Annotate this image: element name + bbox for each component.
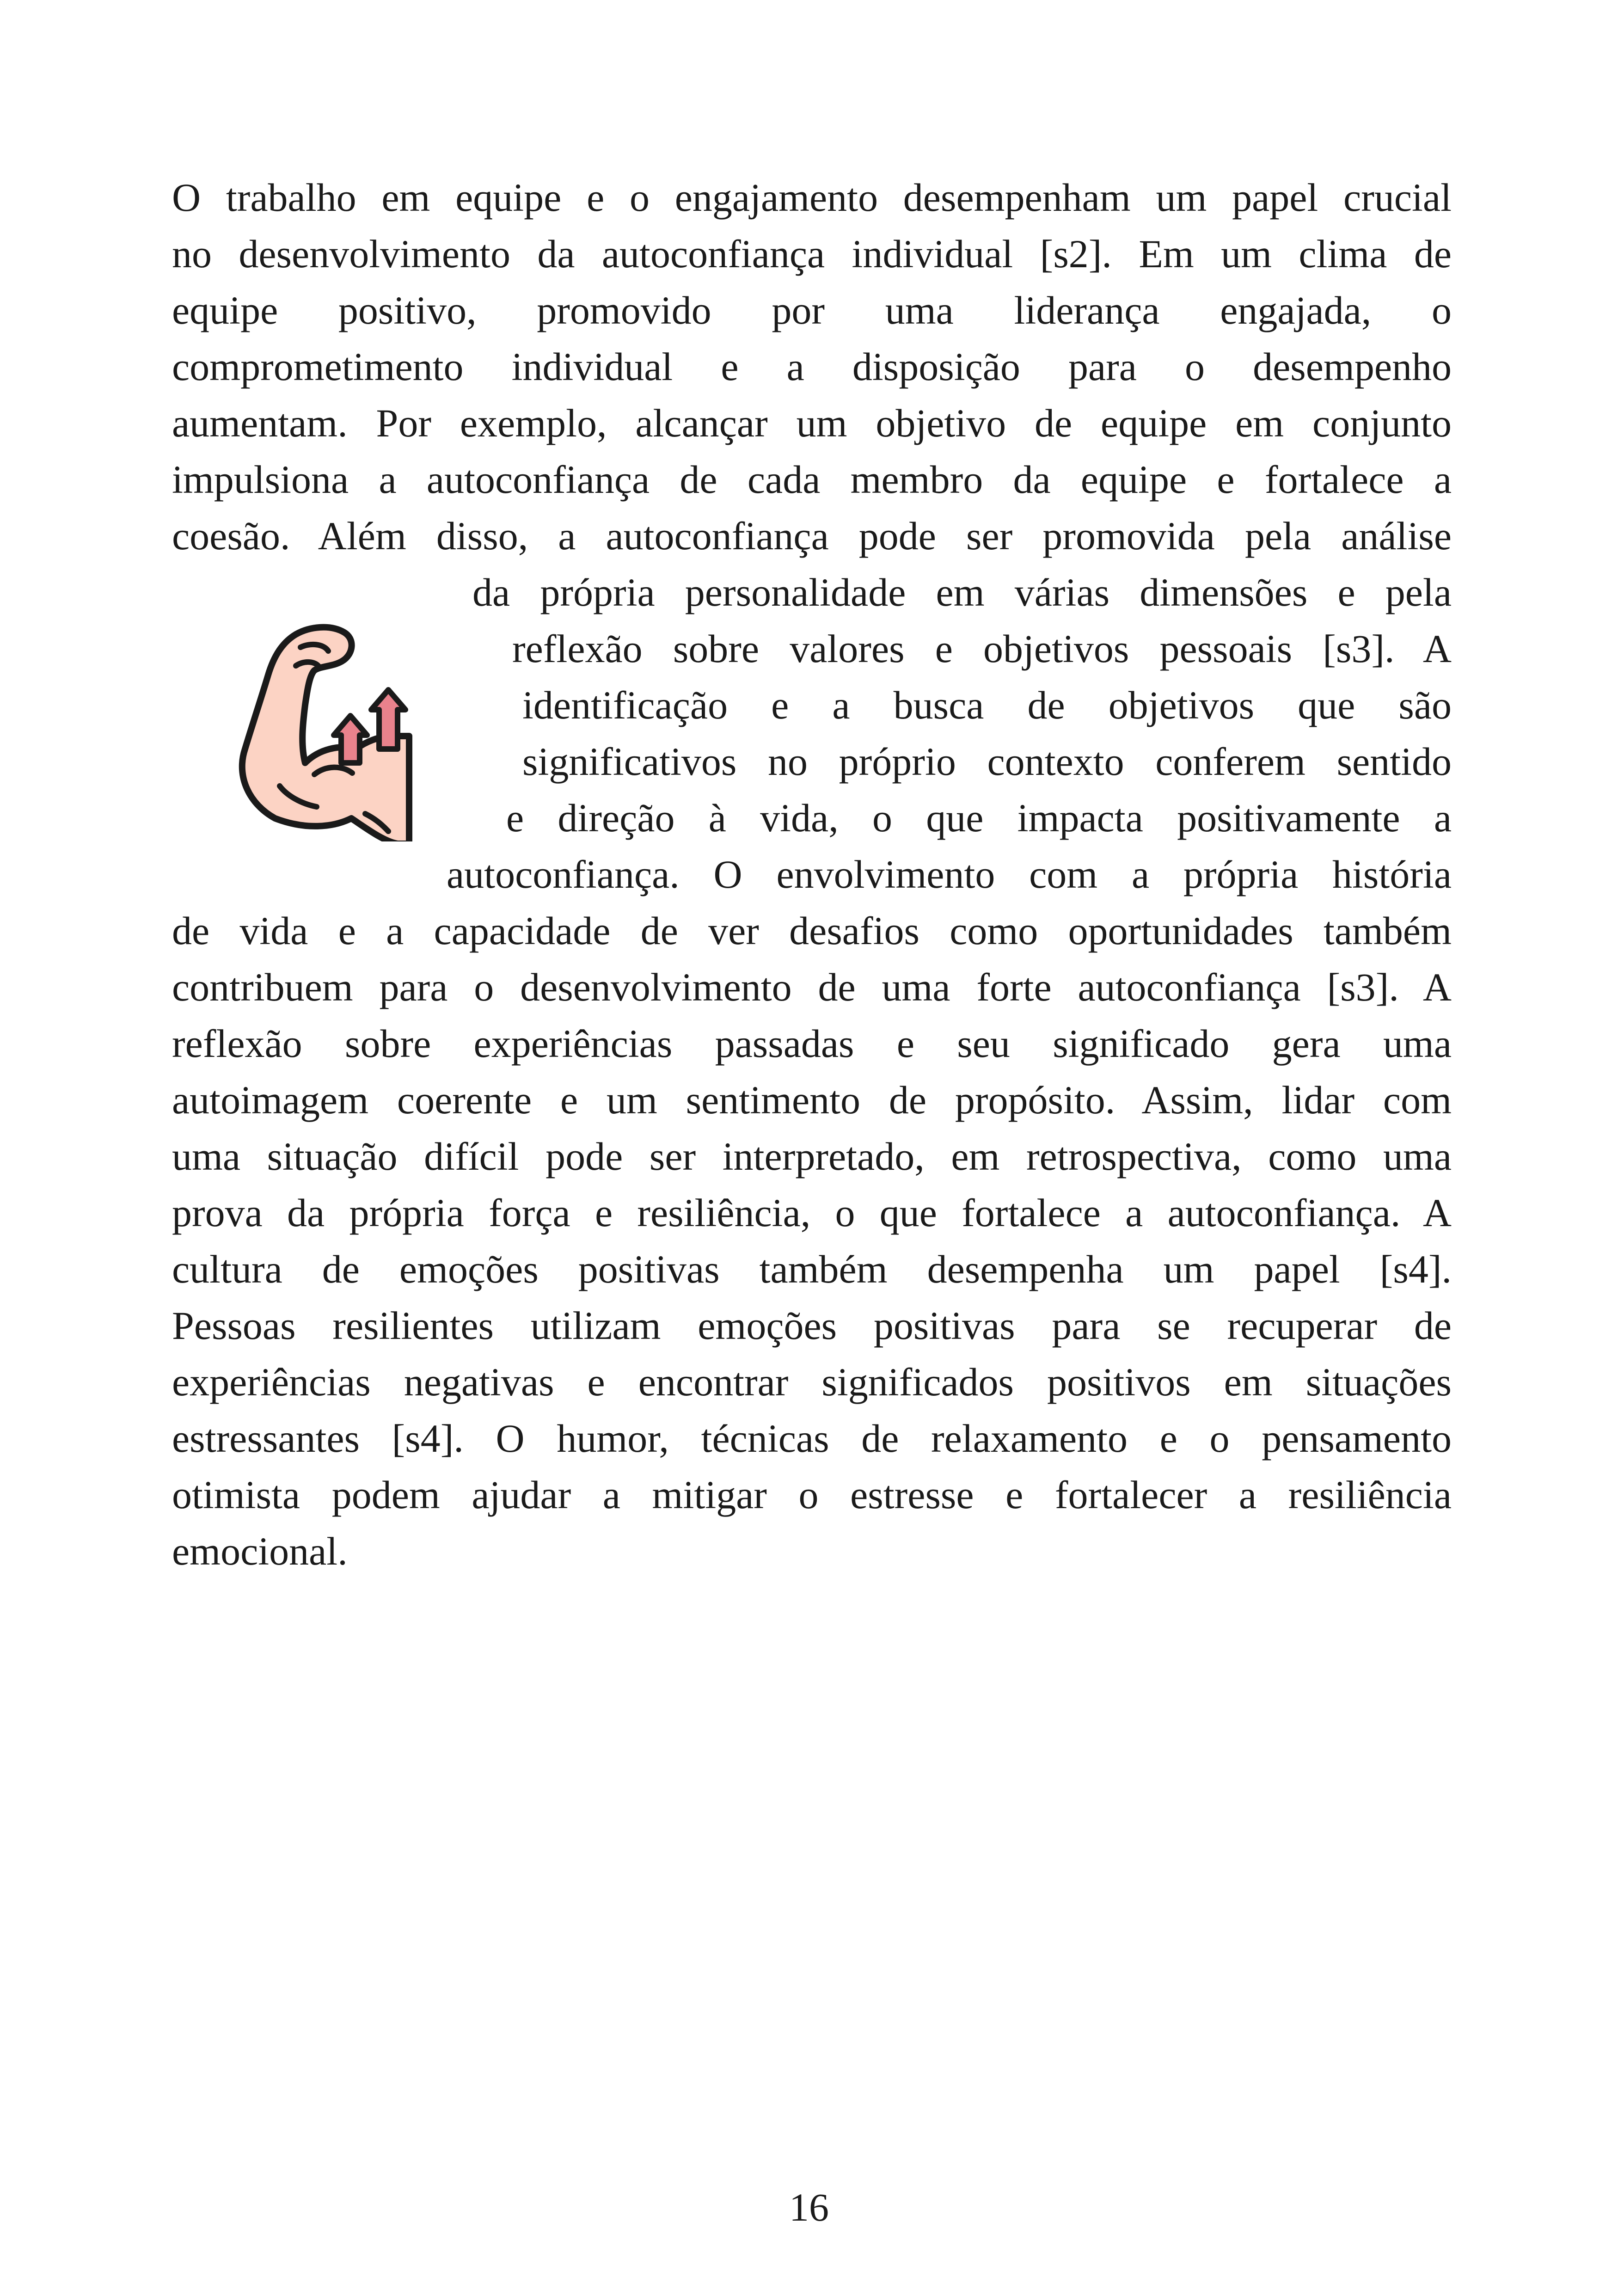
paragraph-line: Pessoas resilientes utilizam emoções positivas para se recuperar de xyxy=(172,1303,1452,1348)
flexed-arm-icon xyxy=(231,610,425,841)
paragraph-line: emocional. xyxy=(172,1529,348,1573)
paragraph-line: aumentam. Por exemplo, alcançar um objetivo de equipe em conjunto xyxy=(172,401,1452,445)
paragraph-line: no desenvolvimento da autoconfiança individual [s2]. Em um clima de xyxy=(172,232,1452,276)
paragraph-line: O trabalho em equipe e o engajamento desempenham um papel crucial xyxy=(172,175,1452,220)
paragraph-line: uma situação difícil pode ser interpretado, em retrospectiva, como uma xyxy=(172,1134,1452,1179)
paragraph-line: autoimagem coerente e um sentimento de propósito. Assim, lidar com xyxy=(172,1078,1452,1122)
paragraph-line: reflexão sobre valores e objetivos pessoais [s3]. A xyxy=(512,626,1452,671)
paragraph-line: reflexão sobre experiências passadas e seu significado gera uma xyxy=(172,1021,1452,1066)
paragraph-line: coesão. Além disso, a autoconfiança pode ser promovida pela análise xyxy=(172,514,1452,558)
paragraph-line: da própria personalidade em várias dimensões e pela xyxy=(472,570,1452,614)
paragraph-line: equipe positivo, promovido por uma liderança engajada, o xyxy=(172,288,1452,332)
paragraph-line: identificação e a busca de objetivos que são xyxy=(522,683,1452,727)
paragraph-line: estressantes [s4]. O humor, técnicas de relaxamento e o pensamento xyxy=(172,1416,1452,1461)
paragraph-line: de vida e a capacidade de ver desafios como oportunidades também xyxy=(172,909,1452,953)
paragraph-line: experiências negativas e encontrar significados positivos em situações xyxy=(172,1360,1452,1404)
paragraph-line: otimista podem ajudar a mitigar o estresse e fortalecer a resiliência xyxy=(172,1473,1452,1517)
page-number: 16 xyxy=(789,2185,829,2229)
paragraph-line: autoconfiança. O envolvimento com a própria história xyxy=(447,852,1452,896)
paragraph-line: significativos no próprio contexto conferem sentido xyxy=(522,739,1452,784)
paragraph-line: contribuem para o desenvolvimento de uma forte autoconfiança [s3]. A xyxy=(172,965,1452,1009)
paragraph-line: comprometimento individual e a disposição para o desempenho xyxy=(172,344,1452,389)
paragraph-line: cultura de emoções positivas também desempenha um papel [s4]. xyxy=(172,1247,1452,1291)
paragraph-line: e direção à vida, o que impacta positivamente a xyxy=(506,796,1452,840)
paragraph-line: prova da própria força e resiliência, o que fortalece a autoconfiança. A xyxy=(172,1191,1452,1235)
paragraph-line: impulsiona a autoconfiança de cada membro da equipe e fortalece a xyxy=(172,457,1452,502)
